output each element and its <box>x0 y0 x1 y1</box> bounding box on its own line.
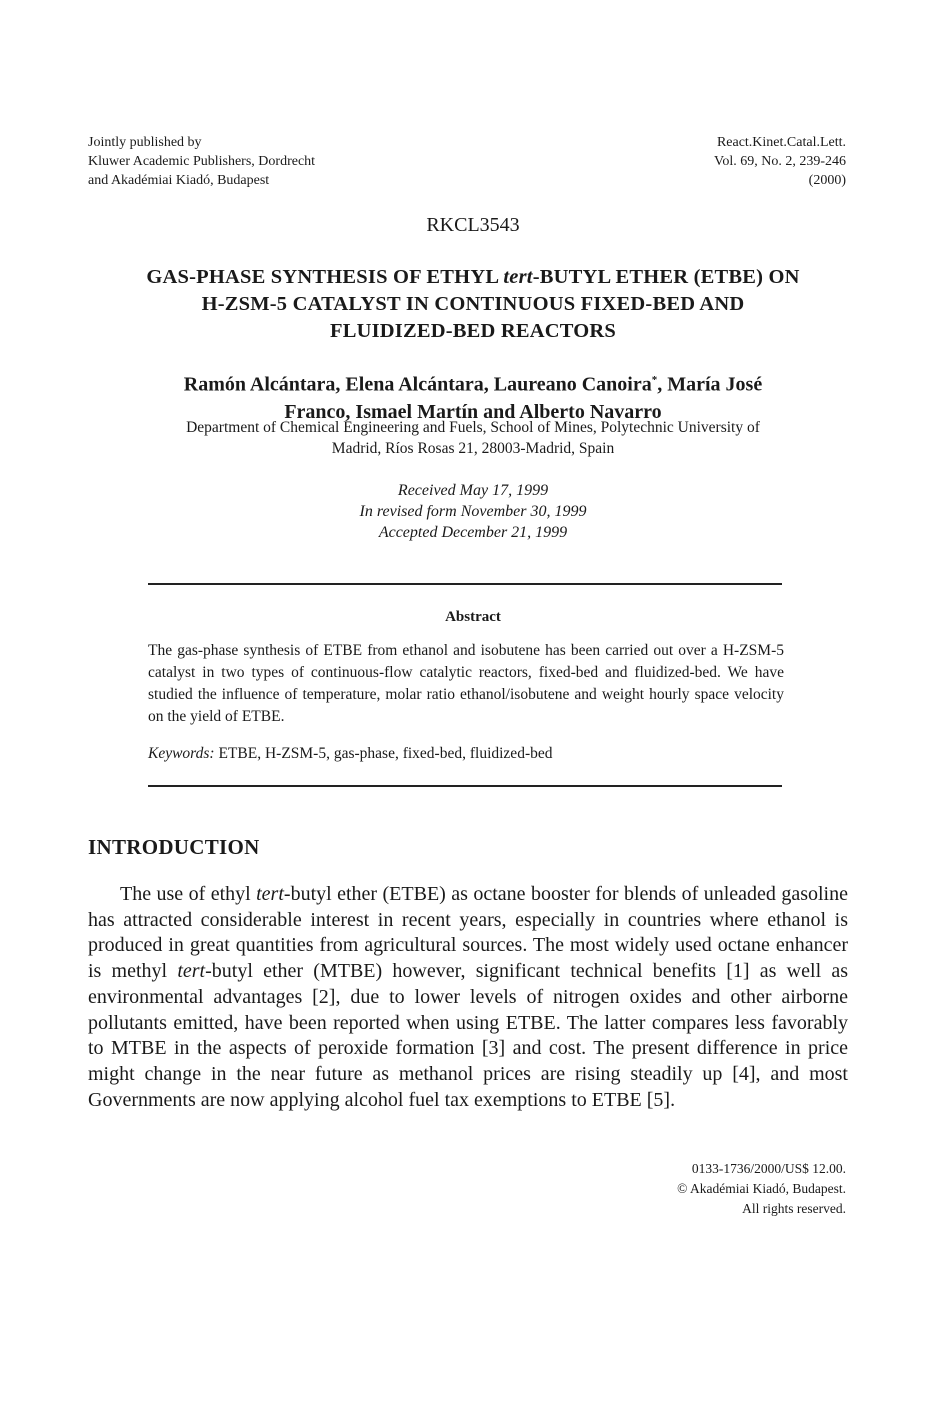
title-part: -BUTYL ETHER (ETBE) ON <box>532 266 800 288</box>
revised-date: In revised form November 30, 1999 <box>359 503 587 520</box>
title-part: GAS-PHASE SYNTHESIS OF ETHYL <box>146 266 504 288</box>
affiliation-line: Department of Chemical Engineering and Fuels, School of Mines, Polytechnic University of <box>186 419 760 436</box>
corresponding-author-mark: * <box>651 374 658 386</box>
abstract-heading: Abstract <box>445 609 501 625</box>
authors-line: Franco, Ismael Martín and Alberto Navarro <box>284 400 662 423</box>
article-code: RKCL3543 <box>426 214 520 236</box>
copyright-notice <box>677 1159 846 1219</box>
publisher-line: Jointly published by <box>88 135 202 150</box>
text-run: -butyl ether (MTBE) however, significant technical benefits [1] as well as environmental advantages [2], due to lower levels of nitrogen oxides and other airborne pollutants emitted, have been reported when using ETBE. The latter compares less favorably to MTBE in the aspects of peroxide formation [3] and cost. The present difference in price might change in the near future as methanol prices are rising steadily up [4], and most Governments are now applying alcohol fuel tax exemptions to ETBE [5]. <box>88 960 849 1111</box>
keywords <box>148 745 784 763</box>
text-run: The use of ethyl <box>120 883 257 905</box>
received-date: Received May 17, 1999 <box>397 482 549 499</box>
journal-info <box>714 133 846 190</box>
copyright-line: All rights reserved. <box>742 1201 846 1216</box>
keywords-label: Keywords: <box>148 745 215 762</box>
accepted-date: Accepted December 21, 1999 <box>378 524 568 541</box>
introduction-paragraph <box>88 882 848 1113</box>
copyright-line: 0133-1736/2000/US$ 12.00. <box>691 1161 846 1176</box>
publisher-info <box>88 133 315 190</box>
journal-line: Vol. 69, No. 2, 239-246 <box>714 154 846 169</box>
article-dates <box>80 480 866 543</box>
authors-part: , María José <box>657 373 763 396</box>
authors-part: Ramón Alcántara, Elena Alcántara, Laureano Canoira <box>183 373 652 396</box>
title-line: FLUIDIZED-BED REACTORS <box>330 320 616 342</box>
section-heading-introduction: INTRODUCTION <box>88 835 260 859</box>
abstract-text: The gas-phase synthesis of ETBE from ethanol and isobutene has been carried out over a H-ZSM-5 catalyst in two types of continuous-flow catalytic reactors, fixed-bed and fluidized-bed. We have studied the influence of temperature, molar ratio ethanol/isobutene and weight hourly space velocity on the yield of ETBE. <box>148 642 784 725</box>
journal-line: React.Kinet.Catal.Lett. <box>716 135 846 150</box>
publisher-line: Kluwer Academic Publishers, Dordrecht <box>88 154 316 169</box>
copyright-line: © Akadémiai Kiadó, Budapest. <box>677 1181 846 1196</box>
journal-line: (2000) <box>808 173 846 188</box>
paper-title <box>80 264 866 345</box>
title-line: H-ZSM-5 CATALYST IN CONTINUOUS FIXED-BED AND <box>201 293 745 315</box>
top-divider <box>148 583 782 585</box>
affiliation-line: Madrid, Ríos Rosas 21, 28003-Madrid, Spain <box>331 440 615 457</box>
keywords-list: ETBE, H-ZSM-5, gas-phase, fixed-bed, fluidized-bed <box>214 745 553 762</box>
title-italic: tert <box>503 266 533 288</box>
affiliation <box>80 417 866 459</box>
bottom-divider <box>148 785 782 787</box>
text-run: -butyl ether (ETBE) as octane booster for blends of unleaded gasoline has attracted considerable interest in recent years, especially in countries where ethanol is produced in great quantities from agricultural sources. The most widely used octane enhancer is methyl <box>88 883 848 983</box>
text-italic: tert <box>177 960 206 983</box>
publisher-line: and Akadémiai Kiadó, Budapest <box>88 173 270 188</box>
text-italic: tert <box>256 883 284 905</box>
